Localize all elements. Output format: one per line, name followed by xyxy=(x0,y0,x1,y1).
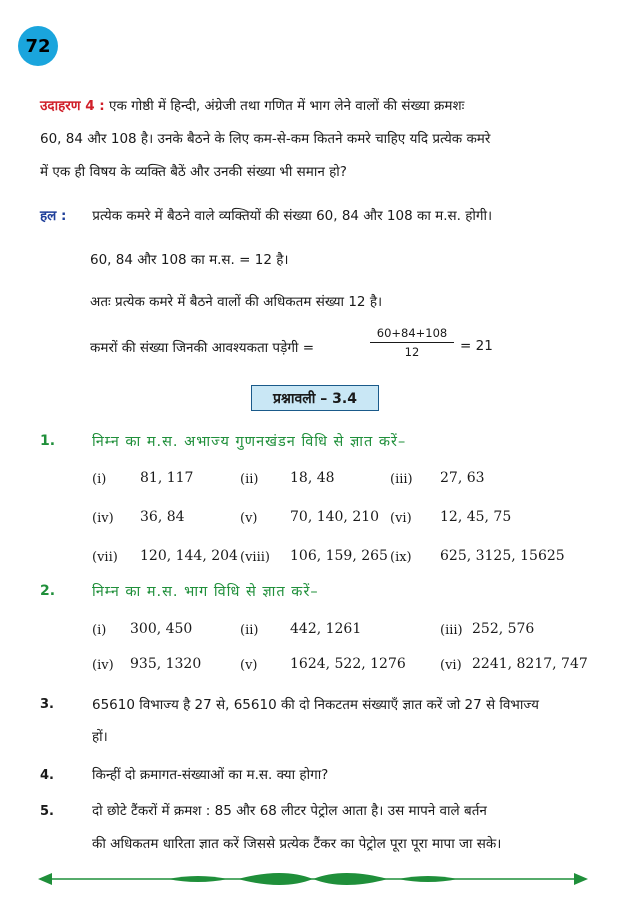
q2-number: 2. xyxy=(40,583,56,599)
q1-item-label: (iv) xyxy=(92,511,114,526)
q1-item-value: 70, 140, 210 xyxy=(290,509,380,525)
q4-text: किन्हीं दो क्रमागत-संख्याओं का म.स. क्या होगा? xyxy=(92,767,329,783)
q1-item-label: (v) xyxy=(240,511,258,526)
q3-line-2: हों। xyxy=(92,729,108,745)
q1-number: 1. xyxy=(40,433,56,449)
q1-text: निम्न का म.स. अभाज्य गुणनखंडन विधि से ज्ञात करें– xyxy=(92,434,407,450)
example-line-1 xyxy=(40,96,464,114)
q1-item-value: 36, 84 xyxy=(140,509,185,525)
fraction-result: = 21 xyxy=(460,338,493,354)
decorative-divider-icon xyxy=(38,868,588,890)
solution-text-1: प्रत्येक कमरे में बैठने वाले व्यक्तियों की संख्या 60, 84 और 108 का म.स. होगी। xyxy=(92,208,493,224)
q1-item-value: 18, 48 xyxy=(290,470,335,486)
fraction-numerator: 60+84+108 xyxy=(370,326,454,343)
q2-item-label: (vi) xyxy=(440,658,462,673)
example-label: उदाहरण 4 : xyxy=(40,98,105,114)
q2-item-label: (ii) xyxy=(240,623,259,638)
page-number: 72 xyxy=(25,35,51,57)
q1-item-value: 12, 45, 75 xyxy=(440,509,512,525)
page-number-badge xyxy=(18,26,58,66)
q2-item-value: 442, 1261 xyxy=(290,621,362,637)
room-fraction xyxy=(370,326,454,359)
example-text-1: एक गोष्ठी में हिन्दी, अंग्रेजी तथा गणित में भाग लेने वालों की संख्या क्रमशः xyxy=(109,98,465,114)
q2-item-label: (i) xyxy=(92,623,107,638)
solution-line-4: कमरों की संख्या जिनकी आवश्यकता पड़ेगी = xyxy=(90,340,315,356)
q1-item-label: (vi) xyxy=(390,511,412,526)
example-line-3: में एक ही विषय के व्यक्ति बैठें और उनकी संख्या भी समान हो? xyxy=(40,164,347,180)
q2-item-value: 300, 450 xyxy=(130,621,193,637)
q5-line-2: की अधिकतम धारिता ज्ञात करें जिससे प्रत्येक टैंकर का पेट्रोल पूरा पूरा मापा जा सके। xyxy=(92,836,502,852)
q1-item-value: 120, 144, 204 xyxy=(140,548,238,564)
q2-item-label: (iv) xyxy=(92,658,114,673)
solution-line-2: 60, 84 और 108 का म.स. = 12 है। xyxy=(90,252,289,268)
q3-line-1: 65610 विभाज्य है 27 से, 65610 की दो निकटतम संख्याएँ ज्ञात करें जो 27 से विभाज्य xyxy=(92,697,539,713)
q5-number: 5. xyxy=(40,804,54,819)
exercise-title: प्रश्नावली – 3.4 xyxy=(273,390,357,407)
solution-line-1 xyxy=(40,206,492,224)
q1-item-value: 27, 63 xyxy=(440,470,485,486)
solution-label: हल : xyxy=(40,208,67,224)
q2-item-value: 2241, 8217, 747 xyxy=(472,656,588,672)
q1-item-label: (i) xyxy=(92,472,107,487)
q3-number: 3. xyxy=(40,697,54,712)
q2-item-value: 935, 1320 xyxy=(130,656,202,672)
q2-item-value: 1624, 522, 1276 xyxy=(290,656,406,672)
exercise-title-box xyxy=(251,385,379,411)
q1-item-value: 625, 3125, 15625 xyxy=(440,548,565,564)
solution-line-3: अतः प्रत्येक कमरे में बैठने वालों की अधिकतम संख्या 12 है। xyxy=(90,294,383,310)
q1-item-label: (iii) xyxy=(390,472,413,487)
fraction-denominator: 12 xyxy=(404,345,420,359)
q1-item-label: (ii) xyxy=(240,472,259,487)
q2-item-label: (iii) xyxy=(440,623,463,638)
q5-line-1: दो छोटे टैंकरों में क्रमश : 85 और 68 लीटर पेट्रोल आता है। उस मापने वाले बर्तन xyxy=(92,803,487,819)
q1-item-value: 106, 159, 265 xyxy=(290,548,388,564)
q2-text: निम्न का म.स. भाग विधि से ज्ञात करें– xyxy=(92,584,319,600)
q2-item-label: (v) xyxy=(240,658,258,673)
q1-item-label: (ix) xyxy=(390,550,412,565)
example-line-2: 60, 84 और 108 है। उनके बैठने के लिए कम-से-कम कितने कमरे चाहिए यदि प्रत्येक कमरे xyxy=(40,131,491,147)
q1-item-value: 81, 117 xyxy=(140,470,194,486)
q1-item-label: (viii) xyxy=(240,550,270,565)
q1-item-label: (vii) xyxy=(92,550,118,565)
q2-item-value: 252, 576 xyxy=(472,621,535,637)
q4-number: 4. xyxy=(40,768,54,783)
